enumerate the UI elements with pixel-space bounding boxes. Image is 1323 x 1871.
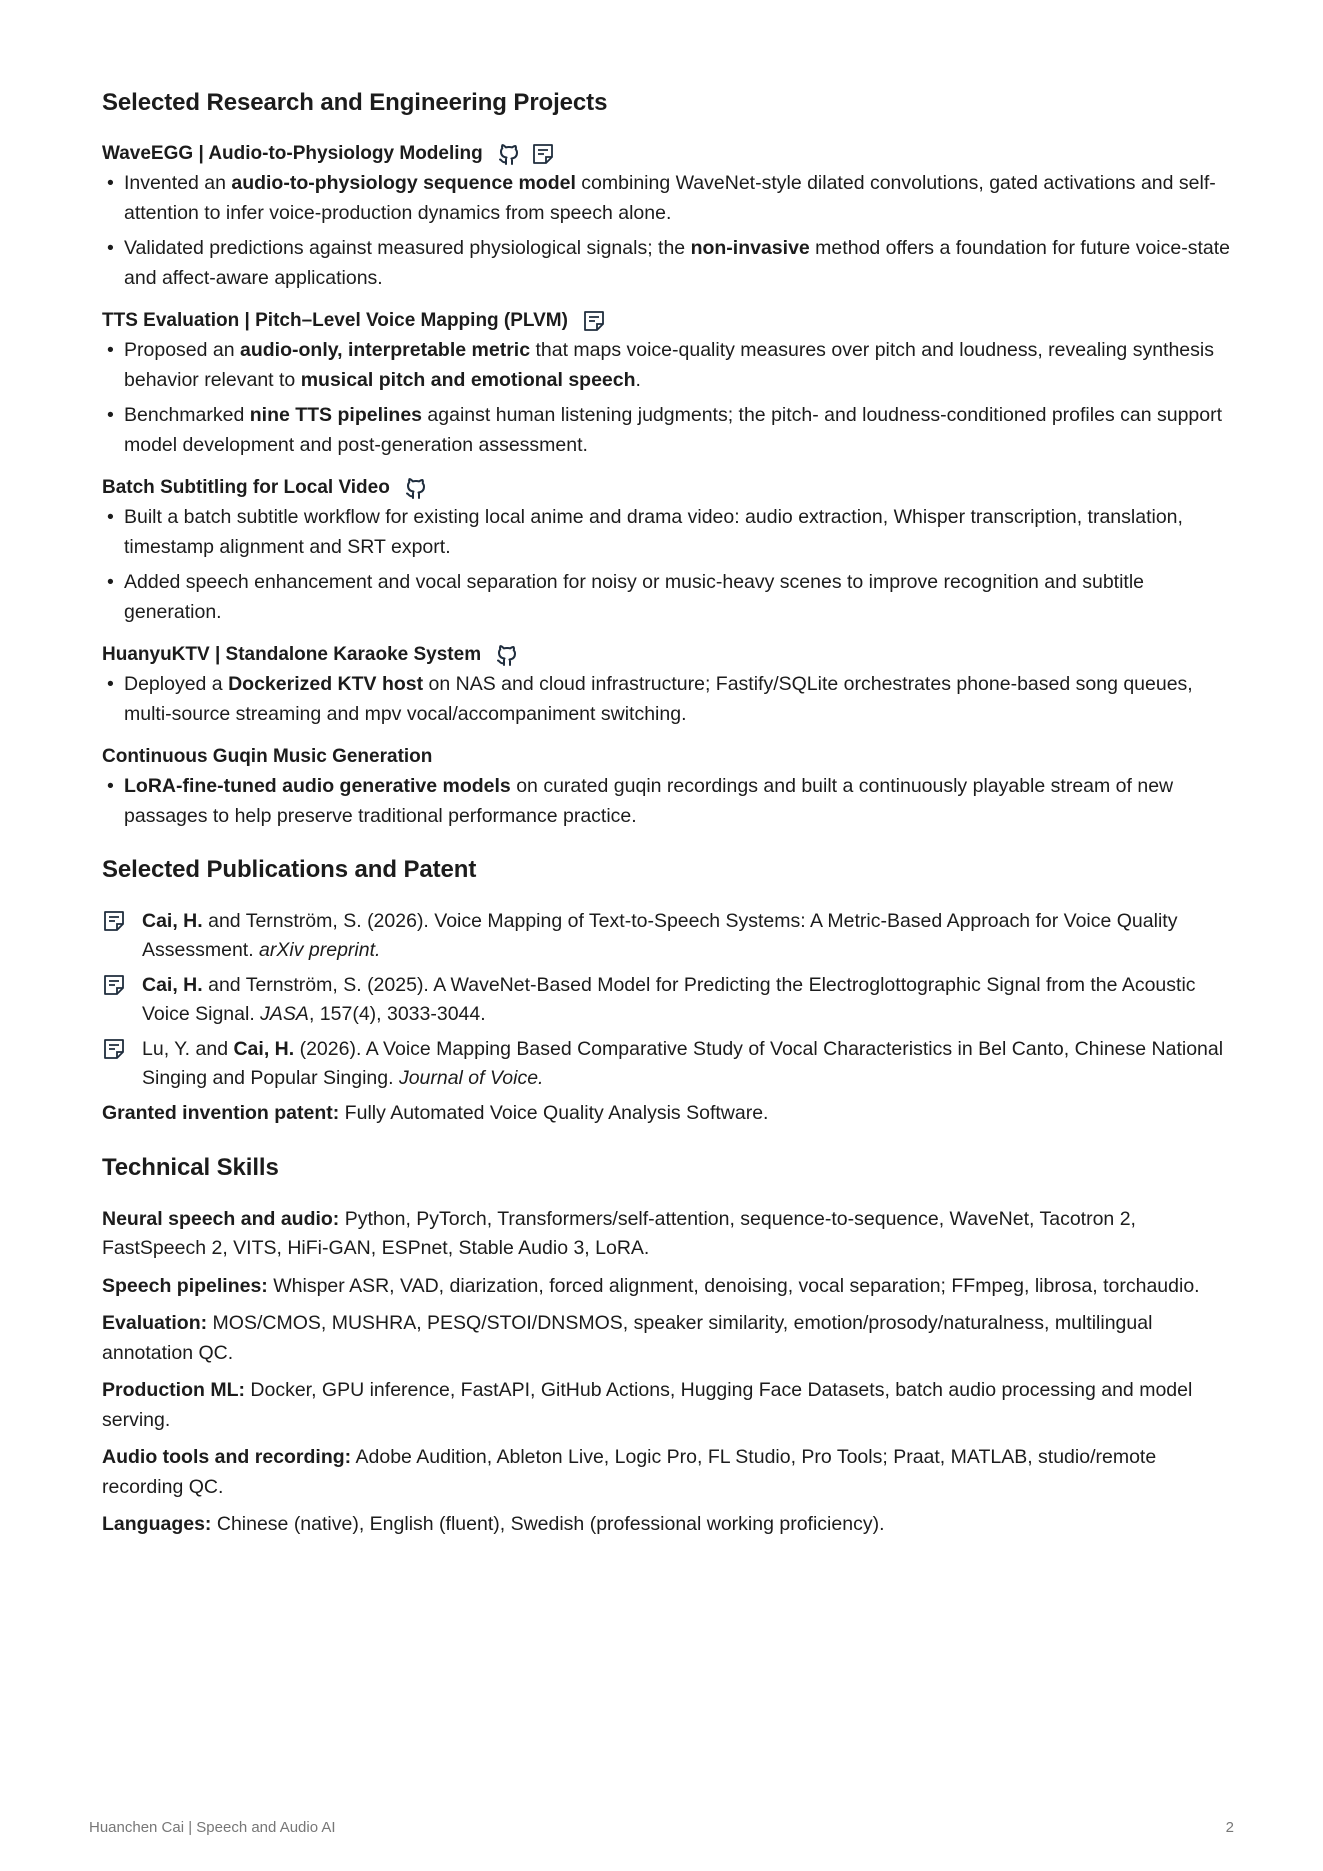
project-title-text: TTS Evaluation | Pitch–Level Voice Mapping (PLVM) [102,310,568,331]
patent-text: Fully Automated Voice Quality Analysis Software. [339,1102,769,1124]
bullet-text: . [635,368,641,391]
project-item [102,474,1232,627]
document-icon[interactable] [102,909,126,933]
skill-line [102,1510,1232,1540]
project-title [102,743,1232,770]
document-icon[interactable] [102,973,126,997]
github-icon[interactable] [497,142,521,166]
bullet-text: non-invasive [690,237,810,259]
project-links [404,476,428,500]
publications-heading: Selected Publications and Patent [102,856,477,883]
citation-text: Lu, Y. and [142,1038,234,1060]
project-bullets [102,169,1232,293]
bullet-text: nine TTS pipelines [249,404,423,426]
citation-text: Cai, H. [233,1038,295,1060]
bullet-text: that maps voice-quality measures over pitch and loudness, revealing synthesis behavior relevant to [124,339,1214,391]
publications-section [102,853,1232,1129]
project-title [102,307,1232,334]
skill-line [102,1376,1232,1435]
project-item [102,140,1232,293]
skill-label: Audio tools and recording: [102,1446,352,1468]
project-title [102,140,1232,167]
citation-text: (2026). A Voice Mapping Based Comparative Study of Vocal Characteristics in Bel Canto, Chinese National Singing and Popular Singing. [142,1038,1224,1089]
project-bullets [102,336,1232,460]
projects-section [102,86,1232,831]
project-title-text: WaveEGG | Audio-to-Physiology Modeling [102,143,483,164]
publication-item [102,971,1232,1028]
bullet-item [102,401,1232,460]
bullet-text: Dockerized KTV host [228,673,424,695]
publication-citation [142,907,1232,964]
bullet-text: Deployed a [124,673,229,695]
project-item [102,641,1232,729]
bullet-item [102,670,1232,729]
footer-author: Huanchen Cai | Speech and Audio AI [89,1819,336,1836]
bullet-text: method offers a foundation for future voice-state and affect-aware applications. [124,237,1230,289]
patent-label: Granted invention patent: [102,1102,340,1124]
project-item [102,307,1232,460]
citation-text: Cai, H. [142,910,203,932]
skill-text: Whisper ASR, VAD, diarization, forced alignment, denoising, vocal separation; FFmpeg, librosa, torchaudio. [267,1274,1200,1297]
skill-text: MOS/CMOS, MUSHRA, PESQ/STOI/DNSMOS, speaker similarity, emotion/prosody/naturalness, multilingual annotation QC. [102,1312,1153,1364]
project-title [102,641,1232,668]
bullet-item [102,568,1232,627]
publication-citation [142,971,1232,1028]
citation-text: and Ternström, S. (2026). Voice Mapping of Text-to-Speech Systems: A Metric-Based Approach for Voice Quality Assessment. [142,910,1178,961]
project-bullets [102,503,1232,627]
bullet-text: on NAS and cloud infrastructure; Fastify/SQLite orchestrates phone-based song queues, multi-source streaming and mpv vocal/accompaniment switching. [124,673,1193,725]
skills-heading: Technical Skills [102,1153,279,1181]
citation-text: Journal of Voice. [398,1066,544,1089]
skill-text: Adobe Audition, Ableton Live, Logic Pro, FL Studio, Pro Tools; Praat, MATLAB, studio/remote recording QC. [102,1446,1157,1498]
skill-label: Languages: [102,1513,212,1535]
bullet-text: audio-only, interpretable metric [240,339,531,361]
skills-section [102,1151,1232,1540]
bullet-text: on curated guqin recordings and built a continuously playable stream of new passages to help preserve traditional performance practice. [124,775,1174,827]
skill-line [102,1205,1232,1264]
project-links [497,142,555,166]
project-bullets [102,772,1232,831]
citation-text: arXiv preprint. [259,938,381,961]
bullet-text: Benchmarked [124,404,250,426]
skill-text: Chinese (native), English (fluent), Swedish (professional working proficiency). [211,1513,885,1535]
bullet-item [102,234,1232,293]
github-icon[interactable] [404,476,428,500]
skill-label: Speech pipelines: [102,1274,268,1297]
skill-line [102,1272,1232,1302]
project-links [495,643,519,667]
bullet-item [102,336,1232,395]
skill-label: Neural speech and audio: [102,1207,340,1230]
bullet-text: audio-to-physiology sequence model [231,172,576,194]
bullet-text: Invented an [124,172,232,194]
projects-list [102,140,1232,831]
citation-text: , 157(4), 3033-3044. [308,1002,486,1025]
document-icon[interactable] [582,309,606,333]
publication-item [102,907,1232,964]
project-bullets [102,670,1232,729]
bullet-text: Built a batch subtitle workflow for existing local anime and drama video: audio extraction, Whisper transcription, translation, timestamp alignment and SRT export. [124,506,1183,558]
github-icon[interactable] [495,643,519,667]
bullet-item [102,503,1232,562]
bullet-text: Proposed an [124,339,241,361]
bullet-item [102,772,1232,831]
publications-list [102,907,1232,1092]
projects-heading: Selected Research and Engineering Projects [102,89,608,116]
bullet-text: combining WaveNet-style dilated convolutions, gated activations and self-attention to infer voice-production dynamics from speech alone. [124,172,1216,224]
project-item [102,743,1232,831]
publication-citation [142,1035,1232,1092]
skill-label: Production ML: [102,1379,245,1401]
page-footer [89,1819,1234,1836]
project-links [582,309,606,333]
skill-text: Python, PyTorch, Transformers/self-attention, sequence-to-sequence, WaveNet, Tacotron 2, FastSpeech 2, VITS, HiFi-GAN, ESPnet, Stable Audio 3, LoRA. [102,1207,1136,1259]
skill-label: Evaluation: [102,1312,208,1334]
bullet-item [102,169,1232,228]
citation-text: Cai, H. [142,974,203,996]
skill-line [102,1443,1232,1502]
resume-page [102,86,1232,1562]
project-title-text: Batch Subtitling for Local Video [102,477,390,498]
skill-line [102,1309,1232,1368]
bullet-text: musical pitch and emotional speech [300,368,636,391]
page-number: 2 [1225,1819,1234,1836]
bullet-text: against human listening judgments; the pitch- and loudness-conditioned profiles can support model development and post-generation assessment. [124,404,1223,456]
skill-text: Docker, GPU inference, FastAPI, GitHub Actions, Hugging Face Datasets, batch audio processing and model serving. [102,1379,1193,1431]
skills-list [102,1205,1232,1540]
document-icon[interactable] [531,142,555,166]
project-title [102,474,1232,501]
citation-text: JASA [260,1002,309,1025]
project-title-text: HuanyuKTV | Standalone Karaoke System [102,644,482,665]
project-title-text: Continuous Guqin Music Generation [102,746,433,767]
bullet-text: LoRA-fine-tuned audio generative models [124,775,511,797]
bullet-text: Added speech enhancement and vocal separation for noisy or music-heavy scenes to improve recognition and subtitle generation. [124,571,1145,623]
bullet-text: Validated predictions against measured physiological signals; the [124,237,691,259]
citation-text: and Ternström, S. (2025). A WaveNet-Based Model for Predicting the Electroglottographic Signal from the Acoustic Voice Signal. [142,974,1196,1025]
document-icon[interactable] [102,1037,126,1061]
publication-item [102,1035,1232,1092]
patent-line [102,1099,1232,1129]
